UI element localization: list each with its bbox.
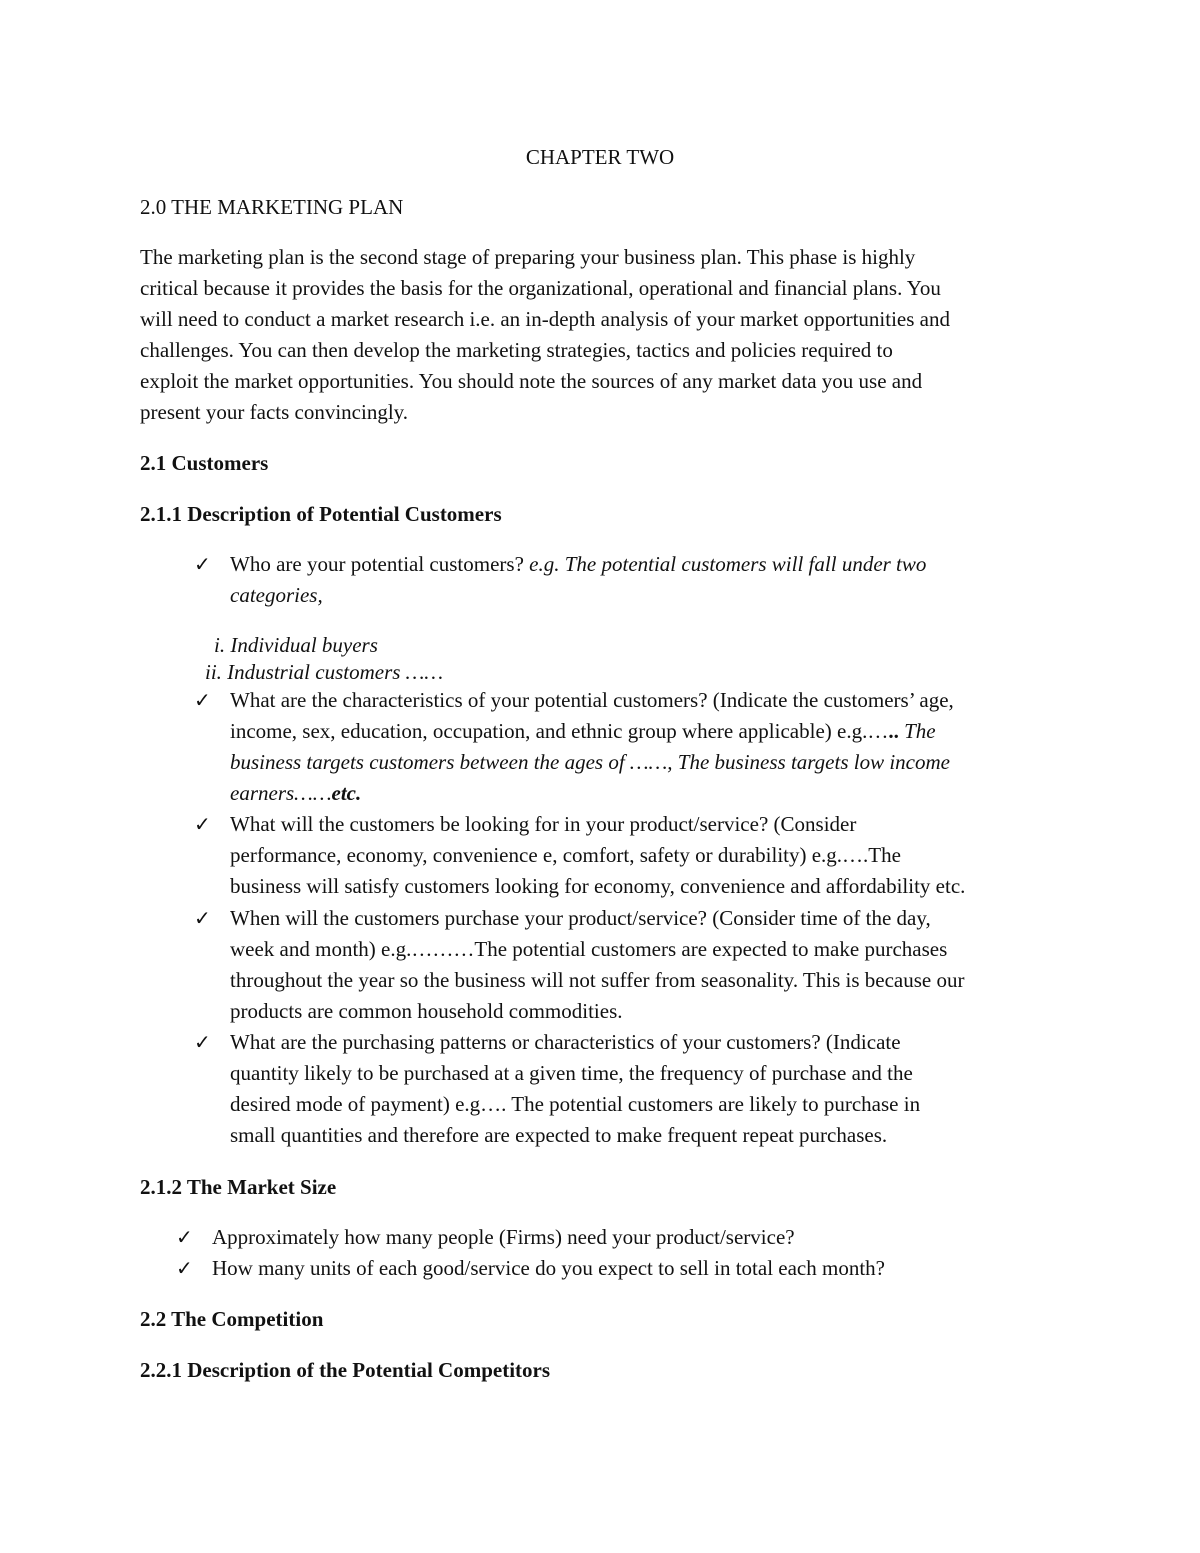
list-item-text: When will the customers purchase your product/service? (Consider time of the day, xyxy=(230,906,931,930)
checkmark-icon: ✓ xyxy=(194,688,211,712)
heading-description-customers: 2.1.1 Description of Potential Customers xyxy=(140,502,502,526)
section-heading-2-0: 2.0 THE MARKETING PLAN xyxy=(140,195,404,219)
checkmark-icon: ✓ xyxy=(176,1225,193,1249)
q2-line2-italic: The xyxy=(898,719,936,743)
q2-line2-text: income, sex, education, occupation, and ethnic group where applicable) e.g.… xyxy=(230,719,889,743)
q2-line4-bold: etc. xyxy=(331,781,362,805)
list-item-text xyxy=(230,549,926,580)
list-item-text: throughout the year so the business will not suffer from seasonality. This is because our xyxy=(230,968,965,992)
list-item-text: business will satisfy customers looking for economy, convenience and affordability etc. xyxy=(230,874,966,898)
list-item-text: Approximately how many people (Firms) need your product/service? xyxy=(212,1225,795,1249)
chapter-title: CHAPTER TWO xyxy=(525,145,675,169)
list-item-text: What will the customers be looking for in your product/service? (Consider xyxy=(230,812,857,836)
intro-line: The marketing plan is the second stage of preparing your business plan. This phase is highly xyxy=(140,245,916,269)
intro-line: critical because it provides the basis for the organizational, operational and financial plans. You xyxy=(140,276,941,300)
list-item-text: What are the purchasing patterns or characteristics of your customers? (Indicate xyxy=(230,1030,901,1054)
heading-competition: 2.2 The Competition xyxy=(140,1307,324,1331)
intro-line: present your facts convincingly. xyxy=(140,400,409,424)
category-item: ii. Industrial customers …… xyxy=(205,660,444,684)
intro-line: challenges. You can then develop the marketing strategies, tactics and policies required to xyxy=(140,338,893,362)
list-item-text: What are the characteristics of your potential customers? (Indicate the customers’ age, xyxy=(230,688,954,712)
checkmark-icon: ✓ xyxy=(176,1256,193,1280)
list-item-text: small quantities and therefore are expected to make frequent repeat purchases. xyxy=(230,1123,888,1147)
checkmark-icon: ✓ xyxy=(194,906,211,930)
q1-eg: e.g. xyxy=(529,552,560,576)
heading-customers: 2.1 Customers xyxy=(140,451,269,475)
q2-line2-bold: .. xyxy=(888,719,899,743)
checkmark-icon: ✓ xyxy=(194,812,211,836)
category-item: i. Individual buyers xyxy=(214,633,378,657)
list-item-text: business targets customers between the ages of ……, The business targets low income xyxy=(230,750,950,774)
list-item-text xyxy=(230,716,936,747)
list-item-text: quantity likely to be purchased at a given time, the frequency of purchase and the xyxy=(230,1061,913,1085)
intro-line: will need to conduct a market research i.e. an in-depth analysis of your market opportunities and xyxy=(140,307,950,331)
q1-italic: The potential customers will fall under two xyxy=(559,552,927,576)
list-item-text: How many units of each good/service do you expect to sell in total each month? xyxy=(212,1256,885,1280)
q1-text: Who are your potential customers? xyxy=(230,552,530,576)
list-item-text: products are common household commodities. xyxy=(230,999,623,1023)
list-item-text xyxy=(230,778,361,809)
list-item-text: week and month) e.g.………The potential customers are expected to make purchases xyxy=(230,937,948,961)
list-item-text: desired mode of payment) e.g…. The potential customers are likely to purchase in xyxy=(230,1092,921,1116)
heading-potential-competitors: 2.2.1 Description of the Potential Competitors xyxy=(140,1358,551,1382)
intro-line: exploit the market opportunities. You should note the sources of any market data you use and xyxy=(140,369,923,393)
q2-line4-italic: earners…… xyxy=(230,781,332,805)
heading-market-size: 2.1.2 The Market Size xyxy=(140,1175,337,1199)
checkmark-icon: ✓ xyxy=(194,552,211,576)
list-item-text: performance, economy, convenience e, comfort, safety or durability) e.g.….The xyxy=(230,843,901,867)
list-item-text: categories, xyxy=(230,583,323,607)
checkmark-icon: ✓ xyxy=(194,1030,211,1054)
